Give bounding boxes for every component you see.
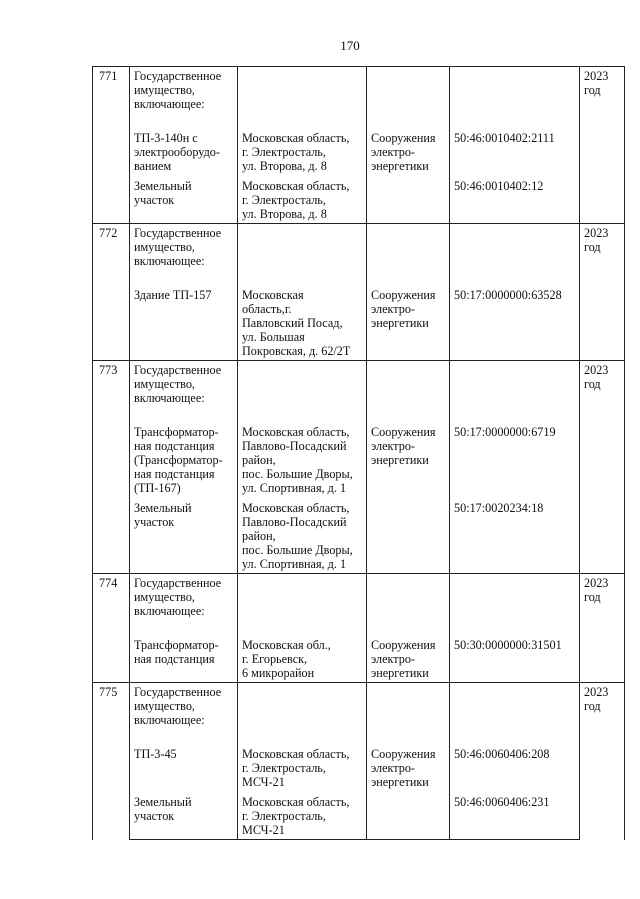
item-name [130,111,238,173]
item-row [93,111,625,173]
entry-number: 772 [93,224,130,361]
item-address-line: МСЧ-21 [242,823,285,837]
entry-header-line: включающее: [134,97,205,111]
item-type [367,495,450,574]
item-name-line: (ТП-167) [134,481,181,495]
item-address [238,111,367,173]
entry-number: 775 [93,683,130,840]
entry-header-line: имущество, [134,699,195,713]
empty-cell [238,224,367,269]
item-type-line: Сооружения [371,288,436,302]
entry-header [130,574,238,619]
item-address-line: ул. Второва, д. 8 [242,159,327,173]
page-number: 170 [340,38,360,53]
entry-row [93,574,625,619]
entry-year [580,224,625,361]
entry-header [130,361,238,406]
item-name-line: ванием [134,159,172,173]
item-name [130,789,238,840]
entry-header-line: имущество, [134,377,195,391]
entry-header-line: Государственное [134,576,222,590]
empty-cell [238,683,367,728]
item-address-line: пос. Большие Дворы, [242,467,353,481]
entry-year [580,67,625,224]
entry-number: 771 [93,67,130,224]
item-row [93,618,625,683]
item-address-line: Московская область, [242,795,350,809]
entry-header-line: Государственное [134,69,222,83]
item-cadastral: 50:30:0000000:31501 [450,618,580,683]
item-address [238,789,367,840]
item-name-line: ная подстанция [134,652,215,666]
item-type-line: Сооружения [371,131,436,145]
entry-header-line: Государственное [134,685,222,699]
item-type-line: энергетики [371,453,429,467]
item-cadastral: 50:46:0010402:12 [450,173,580,224]
item-address-line: Московская область, [242,501,350,515]
entry-row [93,224,625,269]
entry-header [130,67,238,112]
item-address-line: Павлово-Посадский [242,515,347,529]
empty-cell [367,361,450,406]
entry-row [93,683,625,728]
item-address-line: Московская обл., [242,638,331,652]
item-address [238,618,367,683]
property-register-table [92,66,625,840]
item-row [93,268,625,361]
entry-header-line: имущество, [134,83,195,97]
item-address-line: Московская [242,288,304,302]
item-address-line: г. Электросталь, [242,193,326,207]
entry-header [130,224,238,269]
item-address-line: Московская область, [242,131,350,145]
item-row [93,173,625,224]
item-type-line: энергетики [371,666,429,680]
entry-number: 774 [93,574,130,683]
entry-year-text: 2023 год [584,363,609,391]
item-address-line: г. Электросталь, [242,809,326,823]
item-name [130,727,238,789]
item-name-line: участок [134,515,175,529]
item-type [367,111,450,173]
entry-year [580,574,625,683]
item-type-line: энергетики [371,316,429,330]
item-cadastral: 50:17:0000000:63528 [450,268,580,361]
entry-year-text: 2023 год [584,685,609,713]
item-address-line: Московская область, [242,425,350,439]
item-address-line: Московская область, [242,179,350,193]
item-name [130,618,238,683]
item-address-line: ул. Большая [242,330,305,344]
empty-cell [367,224,450,269]
item-type-line: электро- [371,652,415,666]
item-cadastral: 50:46:0060406:208 [450,727,580,789]
entry-year [580,683,625,840]
item-cadastral: 50:46:0060406:231 [450,789,580,840]
item-cadastral: 50:17:0020234:18 [450,495,580,574]
item-type [367,789,450,840]
empty-cell [450,683,580,728]
entry-header-line: включающее: [134,391,205,405]
entry-header-line: включающее: [134,604,205,618]
item-name [130,268,238,361]
item-name [130,495,238,574]
item-name-line: Здание ТП-157 [134,288,212,302]
item-address-line: Павлово-Посадский [242,439,347,453]
entry-header-line: включающее: [134,254,205,268]
item-row [93,727,625,789]
item-name-line: Трансформатор- [134,425,219,439]
item-address-line: район, [242,453,276,467]
empty-cell [238,361,367,406]
item-type [367,268,450,361]
item-address-line: г. Электросталь, [242,145,326,159]
entry-year-text: 2023 год [584,576,609,604]
item-name-line: Земельный [134,795,192,809]
empty-cell [450,67,580,112]
item-cadastral: 50:17:0000000:6719 [450,405,580,495]
item-type-line: электро- [371,302,415,316]
empty-cell [450,224,580,269]
entry-header-line: Государственное [134,226,222,240]
entry-year-text: 2023 год [584,69,609,97]
item-address [238,495,367,574]
item-name [130,405,238,495]
entry-year [580,361,625,574]
empty-cell [367,574,450,619]
item-name-line: участок [134,809,175,823]
item-address-line: 6 микрорайон [242,666,315,680]
item-name [130,173,238,224]
item-name-line: ТП-3-45 [134,747,177,761]
item-address-line: г. Электросталь, [242,761,326,775]
item-name-line: ТП-3-140н с [134,131,198,145]
item-type-line: электро- [371,761,415,775]
item-row [93,405,625,495]
item-address [238,173,367,224]
item-row [93,495,625,574]
item-name-line: ная подстанция [134,467,215,481]
item-type [367,405,450,495]
item-type-line: Сооружения [371,638,436,652]
item-address-line: пос. Большие Дворы, [242,543,353,557]
item-address [238,268,367,361]
item-type-line: электро- [371,145,415,159]
item-type-line: Сооружения [371,747,436,761]
item-type-line: Сооружения [371,425,436,439]
item-row [93,789,625,840]
item-address-line: Покровская, д. 62/2Т [242,344,351,358]
entry-header-line: имущество, [134,240,195,254]
entry-year-text: 2023 год [584,226,609,254]
item-name-line: Земельный [134,501,192,515]
entry-row [93,67,625,112]
empty-cell [450,574,580,619]
empty-cell [238,67,367,112]
item-type-line: энергетики [371,775,429,789]
item-address-line: ул. Спортивная, д. 1 [242,557,347,571]
item-name-line: Трансформатор- [134,638,219,652]
item-address [238,727,367,789]
item-name-line: электрооборудо- [134,145,220,159]
item-address-line: ул. Второва, д. 8 [242,207,327,221]
item-address-line: Павловский Посад, [242,316,343,330]
entry-number: 773 [93,361,130,574]
empty-cell [238,574,367,619]
item-address [238,405,367,495]
item-type [367,618,450,683]
item-address-line: область,г. [242,302,292,316]
item-address-line: г. Егорьевск, [242,652,308,666]
item-name-line: Земельный [134,179,192,193]
entry-header-line: имущество, [134,590,195,604]
empty-cell [450,361,580,406]
item-name-line: ная подстанция [134,439,215,453]
item-name-line: (Трансформатор- [134,453,223,467]
empty-cell [367,67,450,112]
item-type [367,173,450,224]
item-address-line: МСЧ-21 [242,775,285,789]
item-address-line: Московская область, [242,747,350,761]
item-cadastral: 50:46:0010402:2111 [450,111,580,173]
entry-header [130,683,238,728]
empty-cell [367,683,450,728]
entry-header-line: включающее: [134,713,205,727]
item-type [367,727,450,789]
item-type-line: энергетики [371,159,429,173]
item-address-line: район, [242,529,276,543]
entry-row [93,361,625,406]
entry-header-line: Государственное [134,363,222,377]
item-name-line: участок [134,193,175,207]
item-type-line: электро- [371,439,415,453]
item-address-line: ул. Спортивная, д. 1 [242,481,347,495]
